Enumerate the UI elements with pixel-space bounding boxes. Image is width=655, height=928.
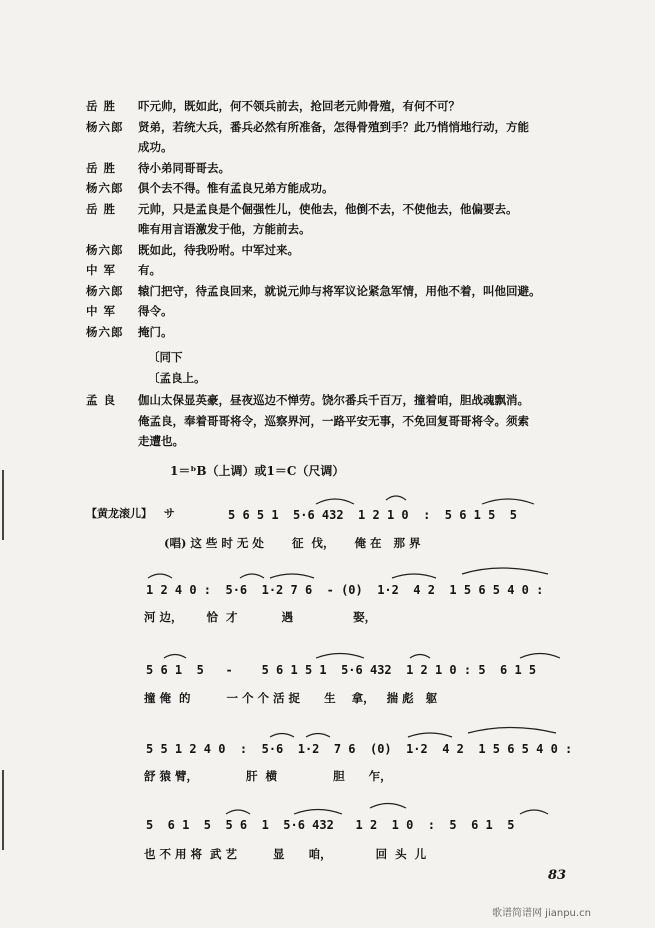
slur: [164, 655, 186, 659]
dialogue-block: [86, 96, 606, 342]
slur: [370, 804, 406, 809]
stage-direction: 〔孟良上。: [148, 371, 206, 385]
speaker: [86, 137, 138, 158]
dialogue-line: [86, 301, 606, 322]
speech: 伽山太保显英豪，昼夜巡边不惮劳。饶尔番兵千百万，撞着咱，胆战魂飘消。: [138, 393, 529, 407]
speech: 吓元帅，既如此，何不领兵前去，抢回老元帅骨殖，有何不可？: [138, 99, 460, 113]
score-lyric-row: 河 边， 恰 才 遇 娶，: [144, 610, 377, 624]
stage-direction: 〔同下: [148, 350, 183, 364]
dialogue-line: [86, 322, 606, 343]
dialogue-line: [86, 281, 606, 302]
slur: [306, 734, 330, 738]
slur: [462, 568, 548, 574]
dialogue-line: [86, 199, 606, 220]
speech: 得令。: [138, 304, 173, 318]
watermark: 歌谱简谱网 jianpu.cn: [492, 908, 591, 919]
free-tempo-mark: サ: [163, 507, 175, 520]
speaker: 杨六郎: [86, 283, 124, 298]
speech: 走遭也。: [138, 434, 184, 448]
dialogue-line: [86, 158, 606, 179]
speech: 俱个去不得。惟有孟良兄弟方能成功。: [138, 181, 334, 195]
speech: 辕门把守，待孟良回来，就说元帅与将军议论紧急军情，用他不着，叫他回避。: [138, 283, 541, 298]
score-notes-row: 5 5 1 2 4 0 : 5·6 1·2 7 6 (0) 1·2 4 2 1 5 6 5 4 0 :: [146, 742, 573, 756]
speaker: 岳 胜: [86, 201, 117, 216]
speaker: 中 军: [86, 304, 117, 318]
dialogue-line: [86, 96, 606, 117]
tune-name: 【黄龙滚儿】: [86, 507, 152, 520]
slur: [482, 499, 534, 504]
speaker: [86, 219, 138, 240]
slur: [386, 496, 406, 500]
speech: 掩门。: [138, 324, 173, 339]
slur: [316, 499, 354, 504]
key-signature: 1＝ᵇB（上调）或1＝C（尺调）: [170, 464, 345, 478]
binding-edge-mark: [2, 770, 4, 850]
slur: [316, 654, 364, 659]
score-notes-row: 5 6 5 1 5·6 432 1 2 1 0 : 5 6 1 5 5: [228, 508, 517, 522]
speaker: 杨六郎: [86, 119, 124, 134]
slur: [468, 728, 556, 734]
speech: 贤弟，若统大兵，番兵必然有所准备，怎得骨殖到手？此乃悄悄地行动，方能: [138, 119, 529, 134]
page-number: 83: [548, 868, 567, 883]
score-lyric-row: 舒 猿 臂， 肝 横 胆 乍，: [144, 769, 392, 783]
speaker: 杨六郎: [86, 324, 124, 339]
dialogue-line: [86, 117, 606, 138]
monologue-line: [86, 390, 606, 411]
slur: [520, 810, 548, 814]
speaker: 杨六郎: [86, 181, 124, 195]
monologue-line: [86, 431, 606, 452]
score-notes-row: 5 6 1 5 - 5 6 1 5 1 5·6 432 1 2 1 0 : 5 6 1 5: [146, 663, 537, 677]
slur: [148, 574, 172, 578]
slur: [392, 574, 436, 578]
speaker: 岳 胜: [86, 99, 117, 113]
speech: 元帅，只是孟良是个倔强性儿，使他去，他倒不去，不使他去，他偏要去。: [138, 201, 518, 216]
slur: [270, 574, 314, 578]
score-lyric-row: 也 不 用 将 武 艺 显 咱， 回 头 儿: [144, 847, 427, 861]
monologue-line: [86, 411, 606, 432]
speaker: 中 军: [86, 263, 117, 277]
dialogue-line: [86, 178, 606, 199]
tune-label: [86, 505, 175, 521]
score-lyric-row: (唱) 这 些 时 无 处 征 伐， 俺 在 那 界: [140, 536, 421, 550]
speech: 成功。: [138, 140, 173, 154]
slur: [520, 654, 560, 659]
slur: [294, 810, 342, 815]
slur: [408, 733, 452, 737]
speaker: 杨六郎: [86, 242, 124, 257]
score-lyric-row: 撞 俺 的 一 个 个 活 捉 生 拿， 揣 彪 躯: [144, 691, 438, 705]
slur: [270, 734, 294, 738]
slur: [410, 655, 430, 659]
speech: 唯有用言语激发于他，方能前去。: [138, 222, 311, 236]
dialogue-line: [86, 219, 606, 240]
monologue-block: [86, 390, 606, 452]
speech: 俺孟良，奉着哥哥将令，巡察界河，一路平安无事，不免回复哥哥将令。须索: [138, 413, 529, 428]
speaker: 岳 胜: [86, 160, 117, 175]
speech: 有。: [138, 263, 161, 277]
score-notes-row: 1 2 4 0 : 5·6 1·2 7 6 - (0) 1·2 4 2 1 5 6 5 4 0 :: [146, 583, 544, 597]
speech: 既如此，待我吩咐。中军过来。: [138, 242, 299, 257]
dialogue-line: [86, 137, 606, 158]
binding-edge-mark: [2, 470, 4, 540]
dialogue-line: [86, 240, 606, 261]
speech: 待小弟同哥哥去。: [138, 160, 230, 175]
slur: [240, 574, 264, 578]
dialogue-line: [86, 260, 606, 281]
speaker: 孟 良: [86, 393, 117, 407]
score-notes-row: 5 6 1 5 5 6 1 5·6 432 1 2 1 0 : 5 6 1 5: [146, 818, 515, 832]
slur: [226, 810, 250, 814]
